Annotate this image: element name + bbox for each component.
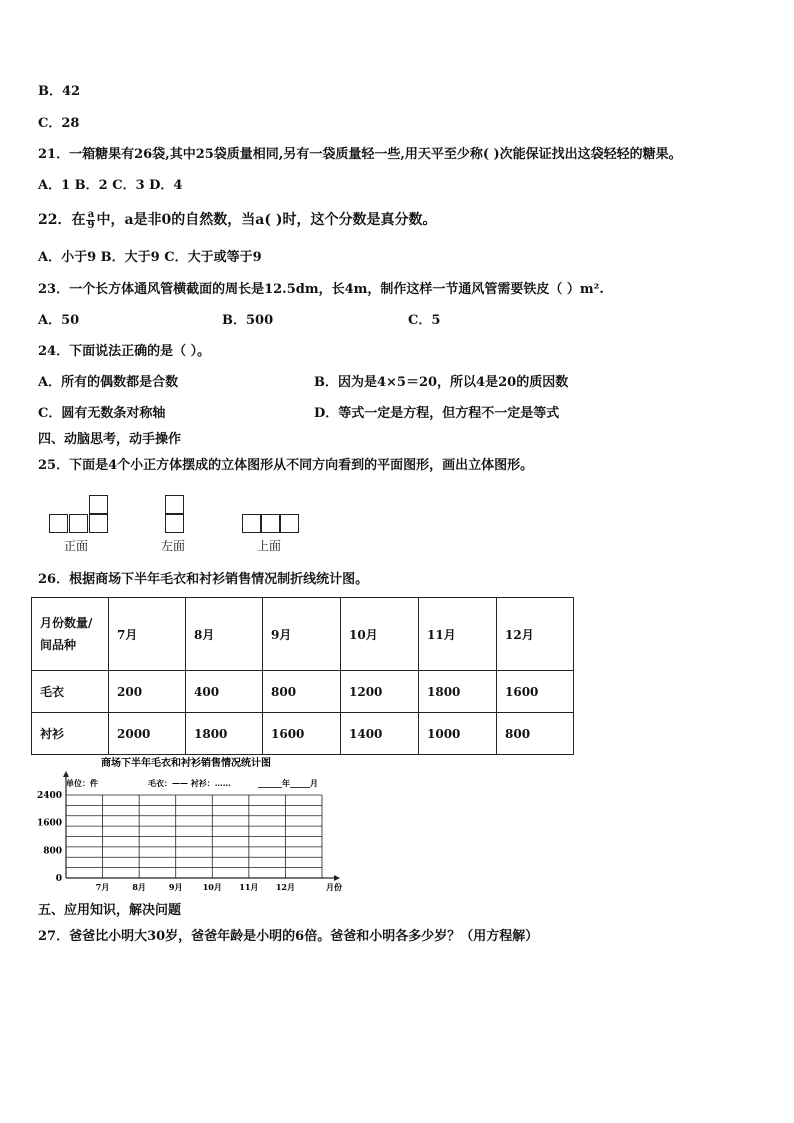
sales-table bbox=[31, 597, 574, 755]
month-header: 10月 bbox=[341, 598, 419, 671]
square-cell bbox=[280, 514, 299, 533]
left-view-figure bbox=[165, 495, 185, 535]
table-cell: 800 bbox=[497, 713, 574, 755]
question-26: 26．根据商场下半年毛衣和衬衫销售情况制折线统计图。 bbox=[38, 572, 369, 587]
question-23: 23．一个长方体通风管横截面的周长是12.5dm，长4m，制作这样一节通风管需要铁皮（ ）m². bbox=[38, 282, 604, 297]
table-cell: 200 bbox=[109, 671, 186, 713]
square-cell bbox=[69, 514, 88, 533]
y-tick-label: 0 bbox=[55, 874, 62, 884]
table-cell: 800 bbox=[263, 671, 341, 713]
fraction-denominator: 9 bbox=[87, 219, 95, 231]
question-21-options: A．1 B．2 C．3 D．4 bbox=[38, 178, 183, 193]
corner-header-line2: 间品种 bbox=[40, 638, 77, 652]
y-tick-label: 1600 bbox=[36, 818, 62, 829]
row-label-sweater: 毛衣 bbox=[32, 671, 109, 713]
table-cell: 1200 bbox=[341, 671, 419, 713]
chart-title: 商场下半年毛衣和衬衫销售情况统计图 bbox=[101, 758, 271, 769]
x-tick-label: 8月 bbox=[132, 882, 146, 892]
y-tick-label: 800 bbox=[43, 846, 62, 857]
question-24-option-d: D．等式一定是方程，但方程不一定是等式 bbox=[314, 406, 560, 421]
month-header: 7月 bbox=[109, 598, 186, 671]
corner-header-line1: 月份数量/ bbox=[40, 616, 93, 630]
chart-unit-label: 单位：件 bbox=[66, 778, 98, 788]
y-axis-arrow bbox=[63, 771, 69, 777]
table-cell: 1800 bbox=[419, 671, 497, 713]
front-view-figure bbox=[49, 495, 109, 535]
question-25: 25．下面是4个小正方体摆成的立体图形从不同方向看到的平面图形，画出立体图形。 bbox=[38, 458, 534, 473]
left-view-label: 左面 bbox=[161, 539, 186, 553]
top-view-figure bbox=[242, 514, 302, 534]
front-view-label: 正面 bbox=[64, 539, 89, 553]
square-cell bbox=[89, 514, 108, 533]
table-cell: 2000 bbox=[109, 713, 186, 755]
x-axis-unit-label: 月份 bbox=[326, 882, 342, 892]
table-header-row bbox=[32, 598, 574, 671]
question-22-prefix: 22．在 bbox=[38, 212, 86, 228]
fraction-numerator: a bbox=[87, 208, 95, 220]
x-tick-label: 11月 bbox=[239, 882, 259, 892]
chart-legend: 毛衣：—— 衬衫：…… bbox=[148, 778, 231, 788]
chart-x-ticks bbox=[96, 882, 342, 892]
chart-y-ticks bbox=[37, 791, 62, 884]
question-21: 21．一箱糖果有26袋,其中25袋质量相同,另有一袋质量轻一些,用天平至少称( )次能保证找出这袋轻轻的糖果。 bbox=[38, 147, 682, 162]
table-cell: 1600 bbox=[497, 671, 574, 713]
section-5-heading: 五、应用知识，解决问题 bbox=[38, 903, 182, 918]
square-cell bbox=[89, 495, 108, 514]
question-24: 24．下面说法正确的是（ ）。 bbox=[38, 344, 211, 359]
question-22 bbox=[38, 209, 436, 231]
table-cell: 1000 bbox=[419, 713, 497, 755]
x-tick-label: 10月 bbox=[202, 882, 222, 892]
question-23-option-b: B．500 bbox=[222, 313, 274, 328]
x-axis-arrow bbox=[334, 875, 340, 881]
question-24-option-c: C．圆有无数条对称轴 bbox=[38, 406, 166, 421]
question-22-suffix: 中，a是非0的自然数，当a( )时，这个分数是真分数。 bbox=[96, 212, 437, 228]
square-cell bbox=[165, 514, 184, 533]
question-27: 27．爸爸比小明大30岁，爸爸年龄是小明的6倍。爸爸和小明各多少岁？（用方程解） bbox=[38, 929, 539, 944]
x-tick-label: 12月 bbox=[275, 882, 295, 892]
section-4-heading: 四、动脑思考，动手操作 bbox=[38, 432, 182, 447]
month-header: 12月 bbox=[497, 598, 574, 671]
question-23-option-a: A．50 bbox=[38, 313, 80, 328]
square-cell bbox=[165, 495, 184, 514]
table-row bbox=[32, 671, 574, 713]
option-b-42: B．42 bbox=[38, 84, 81, 99]
question-24-option-b: B．因为是4×5＝20，所以4是20的质因数 bbox=[314, 375, 569, 390]
question-22-options: A．小于9 B．大于9 C．大于或等于9 bbox=[38, 250, 262, 265]
month-header: 8月 bbox=[186, 598, 263, 671]
month-header: 11月 bbox=[419, 598, 497, 671]
month-header: 9月 bbox=[263, 598, 341, 671]
chart-date-blank: ______年_____月 bbox=[258, 778, 318, 788]
table-cell: 1600 bbox=[263, 713, 341, 755]
table-row bbox=[32, 713, 574, 755]
square-cell bbox=[49, 514, 68, 533]
square-cell bbox=[242, 514, 261, 533]
top-view-label: 上面 bbox=[257, 539, 282, 553]
fraction-a-over-9 bbox=[86, 210, 95, 231]
table-cell: 1400 bbox=[341, 713, 419, 755]
row-label-shirt: 衬衫 bbox=[32, 713, 109, 755]
table-cell: 400 bbox=[186, 671, 263, 713]
table-corner-header bbox=[32, 598, 109, 671]
question-24-option-a: A．所有的偶数都是合数 bbox=[38, 375, 179, 390]
x-tick-label: 9月 bbox=[168, 882, 183, 892]
y-tick-label: 2400 bbox=[36, 791, 62, 801]
square-cell bbox=[261, 514, 280, 533]
table-cell: 1800 bbox=[186, 713, 263, 755]
sales-line-chart-template bbox=[30, 755, 350, 895]
option-c-28: C．28 bbox=[38, 116, 80, 131]
x-tick-label: 7月 bbox=[95, 882, 110, 892]
question-23-option-c: C．5 bbox=[408, 313, 441, 328]
